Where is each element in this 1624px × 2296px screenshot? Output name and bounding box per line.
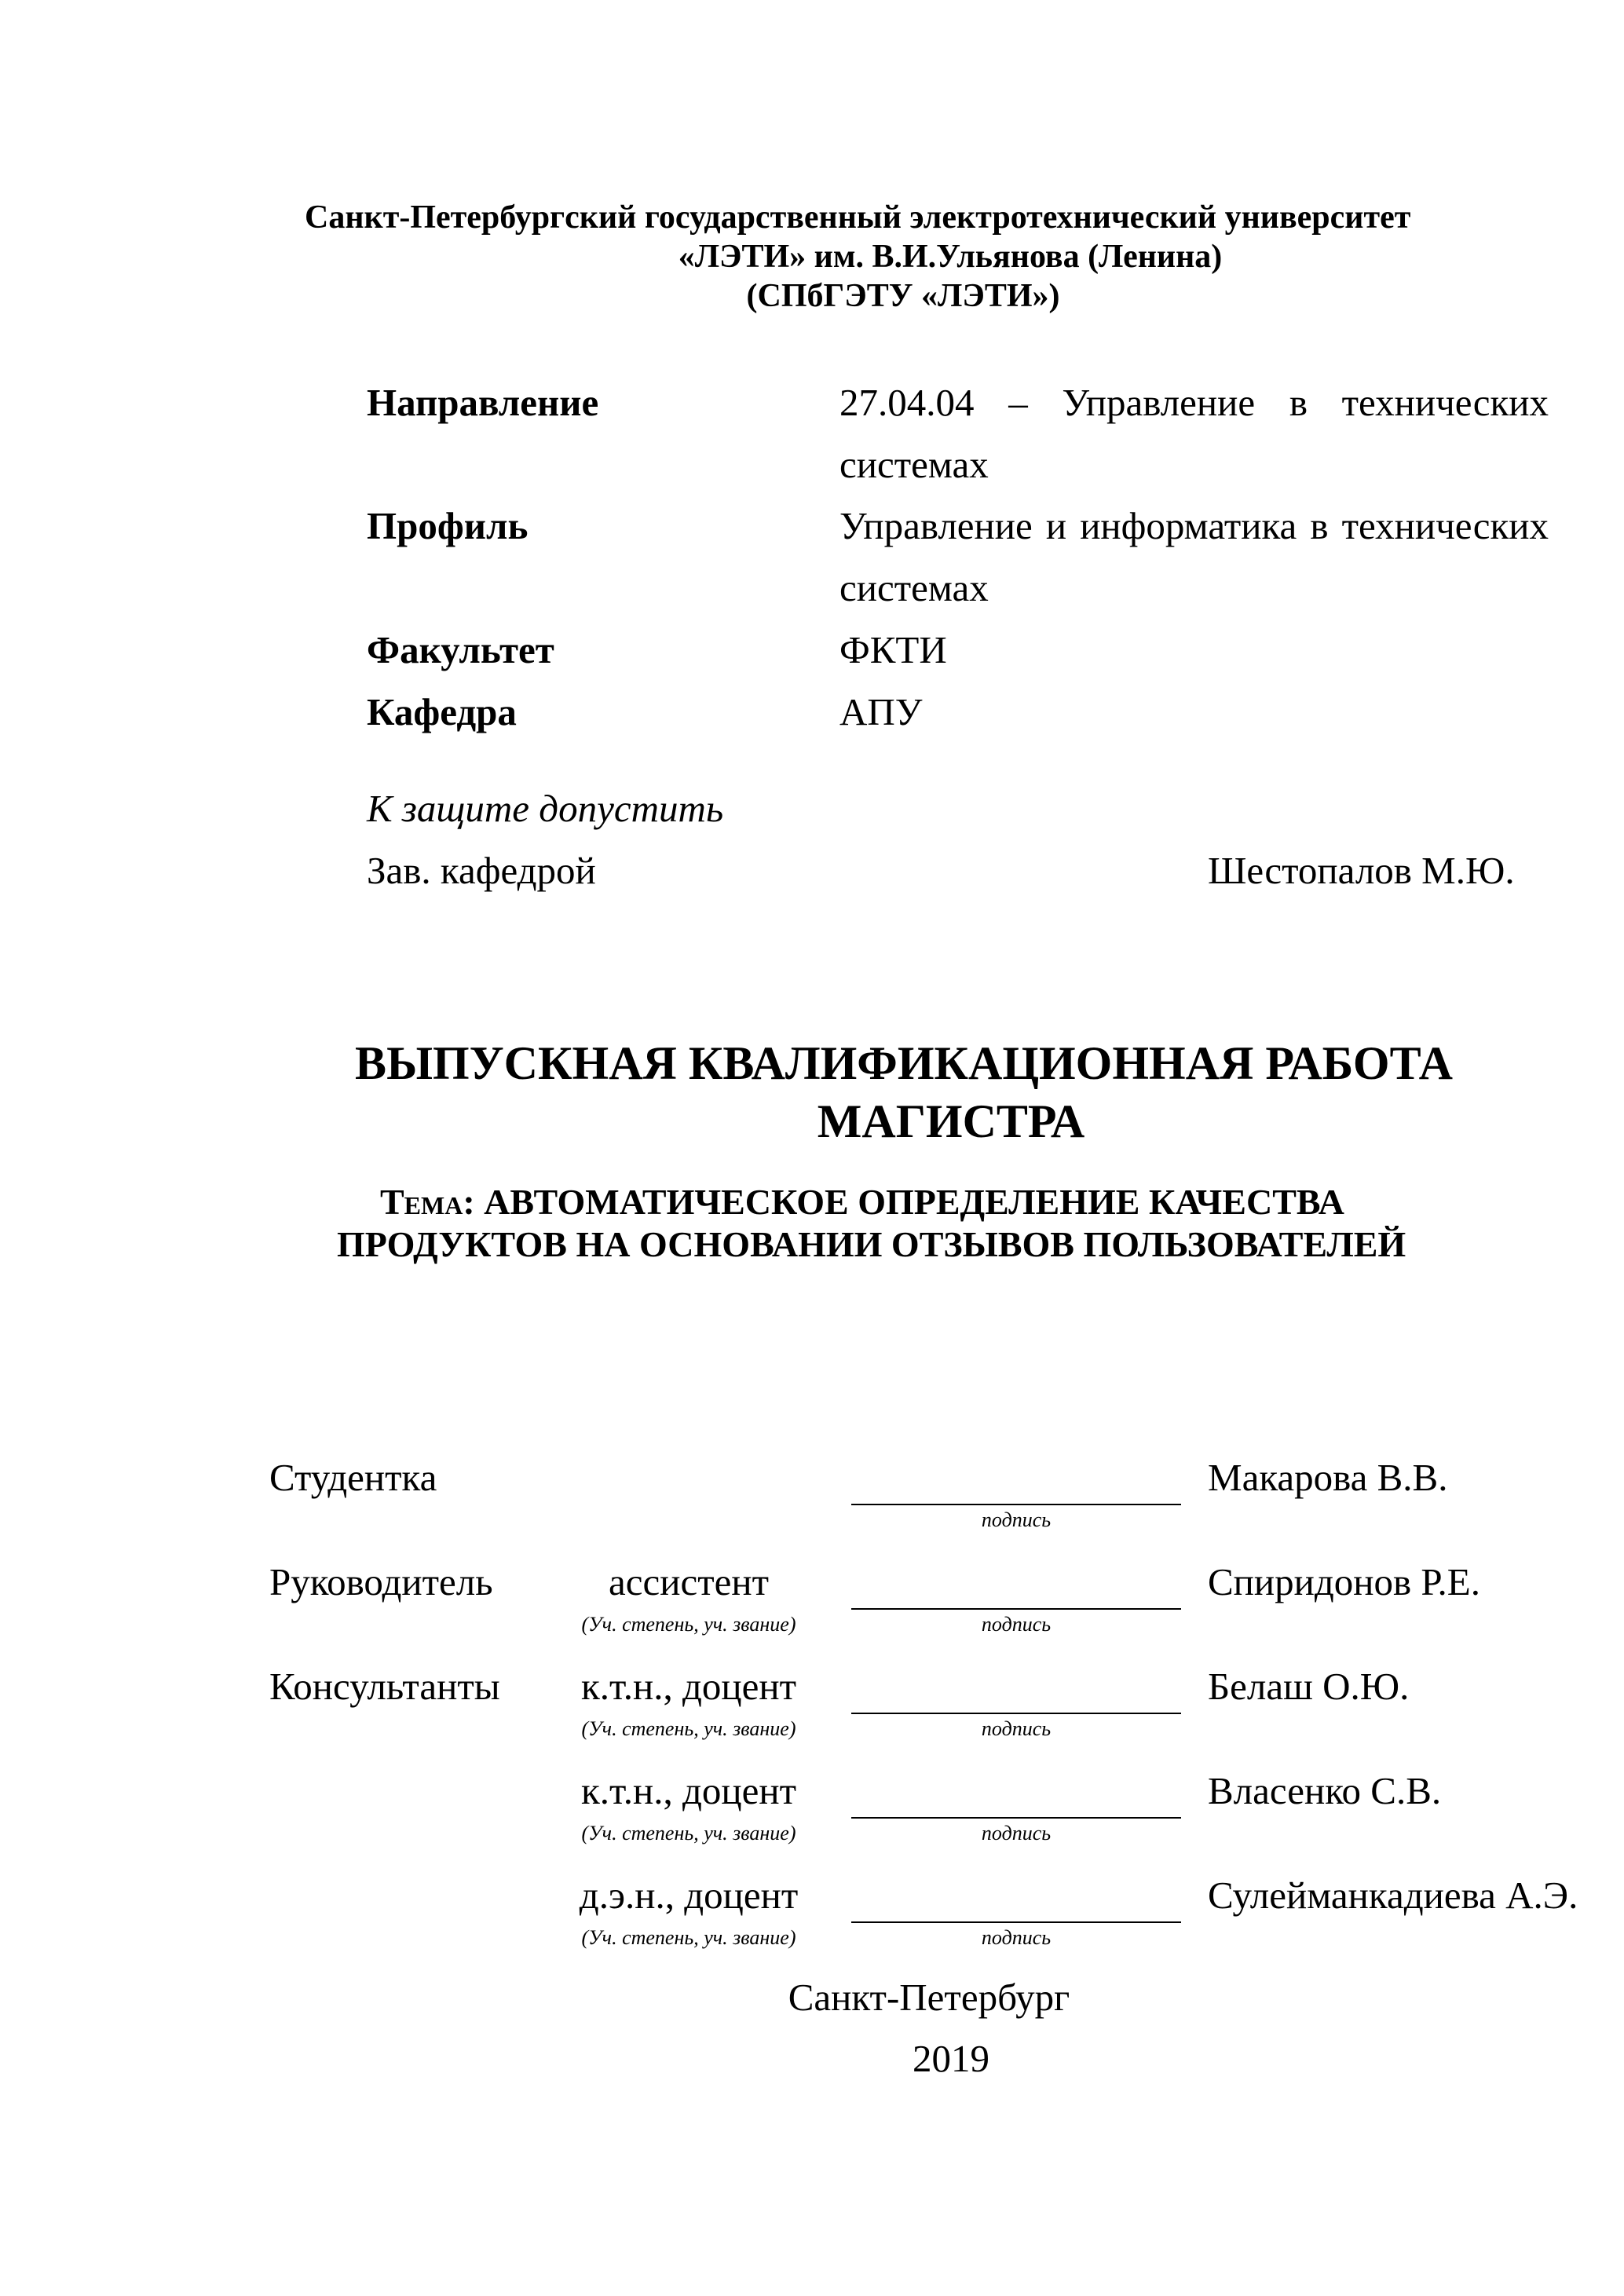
university-name: Санкт-Петербургский государственный электротехнический университет: [305, 199, 1411, 236]
signature-name: Спиридонов Р.Е.: [1208, 1560, 1480, 1603]
info-value-profile: Управление и информатика в технических: [839, 504, 1549, 547]
title-line-1: ВЫПУСКНАЯ КВАЛИФИКАЦИОННАЯ РАБОТА: [355, 1037, 1453, 1089]
signature-degree: ассистент: [608, 1560, 770, 1603]
university-short: «ЛЭТИ» им. В.И.Ульянова (Ленина): [678, 239, 1223, 275]
info-value-direction: 27.04.04 – Управление в технических: [839, 381, 1549, 424]
signature-role: Студентка: [269, 1456, 437, 1499]
signature-name: Белаш О.Ю.: [1208, 1665, 1410, 1708]
signature-line: [851, 1608, 1181, 1610]
signature-degree-hint: (Уч. степень, уч. звание): [581, 1613, 796, 1636]
signature-name: Власенко С.В.: [1208, 1769, 1442, 1812]
info-label-faculty: Факультет: [367, 628, 554, 671]
info-value-department: АПУ: [839, 690, 923, 733]
info-label-department: Кафедра: [367, 690, 517, 733]
signature-hint: подпись: [981, 1926, 1052, 1949]
approval-note: К защите допустить: [367, 787, 724, 830]
signature-line: [851, 1817, 1181, 1819]
signature-degree-hint: (Уч. степень, уч. звание): [581, 1926, 796, 1949]
signature-hint: подпись: [981, 1508, 1052, 1531]
signature-degree: к.т.н., доцент: [580, 1665, 797, 1708]
signature-line: [851, 1921, 1181, 1923]
signature-name: Макарова В.В.: [1208, 1456, 1448, 1499]
signature-degree: к.т.н., доцент: [580, 1769, 797, 1812]
signature-line: [851, 1713, 1181, 1714]
signature-role: Консультанты: [269, 1665, 500, 1708]
approval-role: Зав. кафедрой: [367, 849, 596, 892]
signature-degree: д.э.н., доцент: [579, 1874, 799, 1917]
signature-hint: подпись: [981, 1822, 1052, 1844]
signature-role: Руководитель: [269, 1560, 493, 1603]
info-label-direction: Направление: [367, 381, 599, 424]
info-value-direction-cont: системах: [839, 443, 989, 486]
city: Санкт-Петербург: [788, 1976, 1070, 2019]
university-abbr: (СПбГЭТУ «ЛЭТИ»): [746, 278, 1060, 314]
signature-hint: подпись: [981, 1613, 1052, 1636]
topic-text-1: АВТОМАТИЧЕСКОЕ ОПРЕДЕЛЕНИЕ КАЧЕСТВА: [484, 1182, 1344, 1222]
signature-degree-hint: (Уч. степень, уч. звание): [581, 1822, 796, 1844]
signature-line: [851, 1504, 1181, 1505]
topic-prefix: Тема:: [380, 1182, 475, 1222]
year: 2019: [913, 2037, 989, 2080]
signature-name: Сулейманкадиева А.Э.: [1208, 1874, 1578, 1917]
signature-hint: подпись: [981, 1717, 1052, 1740]
topic-line-1: [380, 1184, 1344, 1220]
info-value-faculty: ФКТИ: [839, 628, 947, 671]
info-label-profile: Профиль: [367, 504, 529, 547]
topic-line-2: ПРОДУКТОВ НА ОСНОВАНИИ ОТЗЫВОВ ПОЛЬЗОВАТЕЛЕЙ: [337, 1224, 1406, 1264]
info-value-profile-cont: системах: [839, 566, 989, 609]
signature-degree-hint: (Уч. степень, уч. звание): [581, 1717, 796, 1740]
approval-name: Шестопалов М.Ю.: [1208, 849, 1515, 892]
title-line-2: МАГИСТРА: [817, 1095, 1085, 1147]
